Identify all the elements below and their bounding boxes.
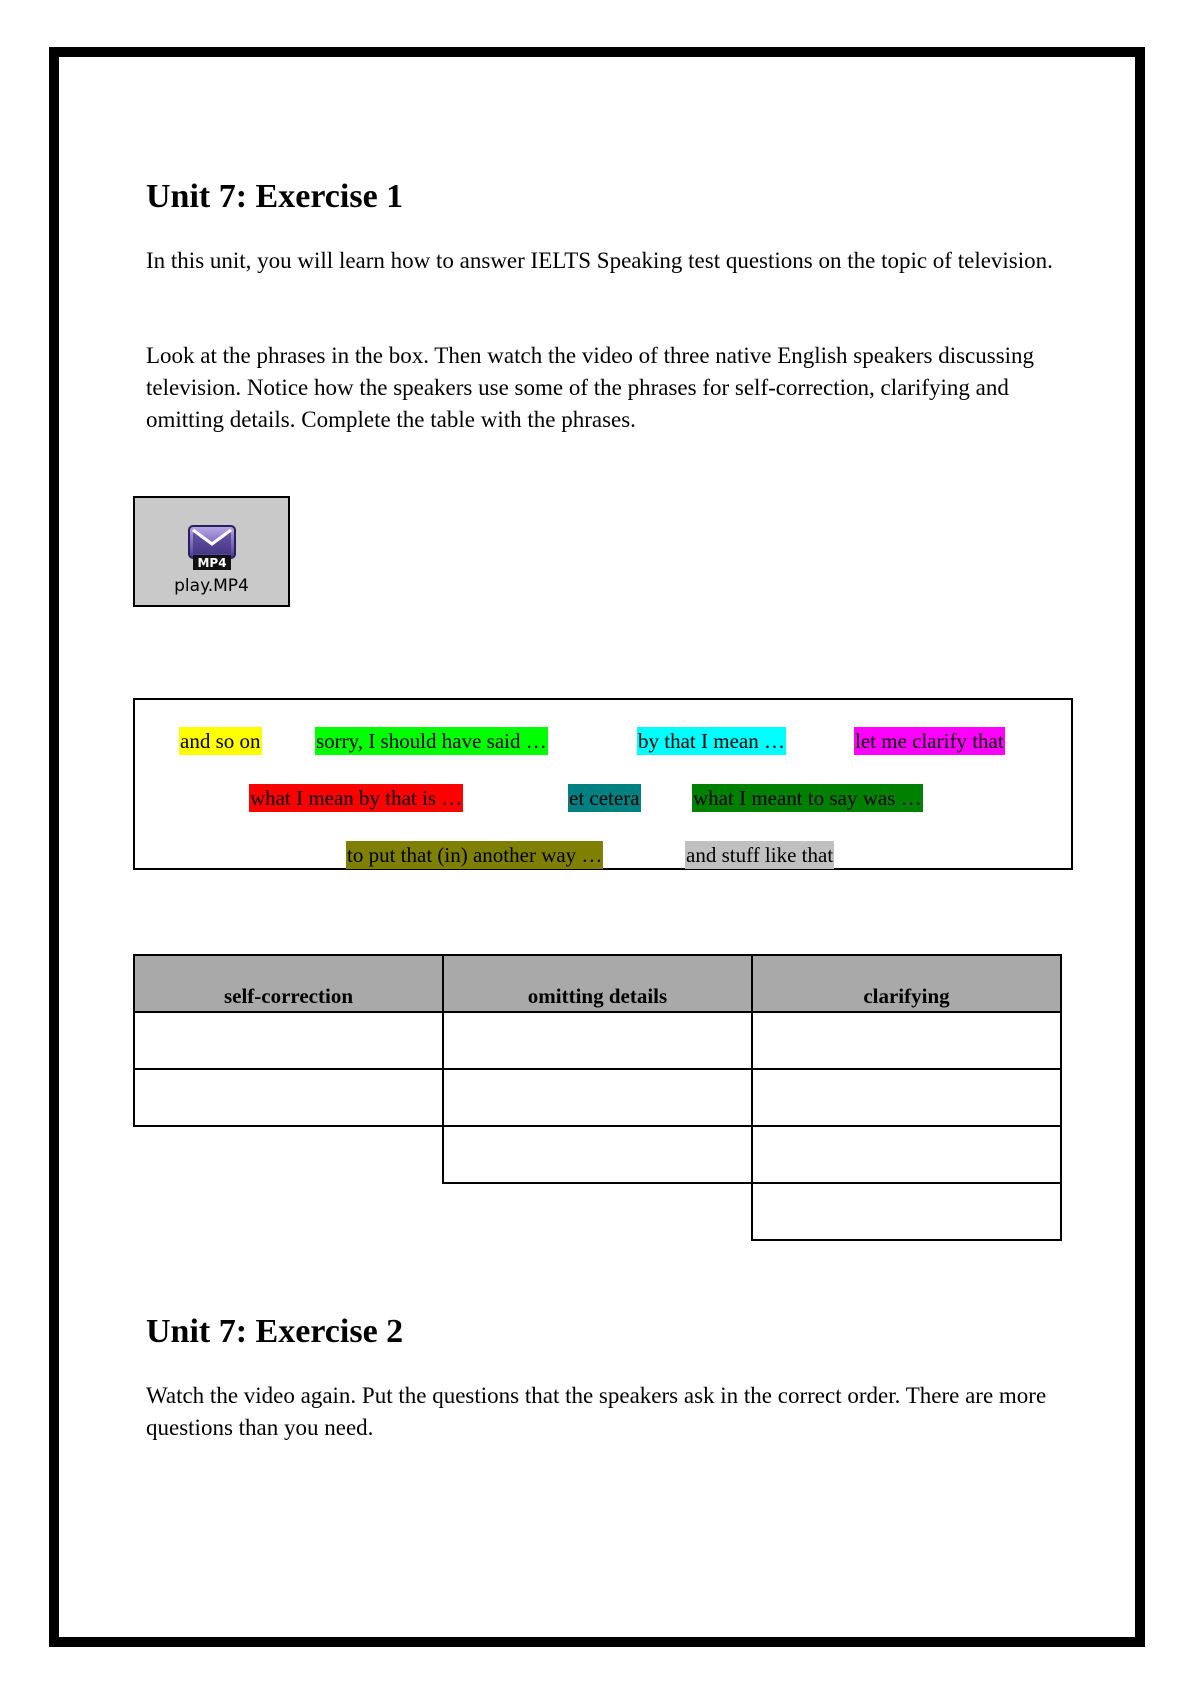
video-attachment[interactable] <box>133 496 290 607</box>
phrase-chip[interactable]: and stuff like that <box>686 843 834 867</box>
phrase-chip[interactable]: what I meant to say was … <box>693 786 922 810</box>
answer-cell[interactable] <box>752 1069 1061 1126</box>
phrase-chip[interactable]: let me clarify that <box>855 729 1004 753</box>
answer-cell[interactable] <box>752 1126 1061 1183</box>
column-header-clarifying: clarifying <box>752 955 1061 1012</box>
empty-gap <box>134 1126 443 1183</box>
empty-gap <box>443 1183 752 1240</box>
answer-cell[interactable] <box>134 1012 443 1069</box>
answer-cell[interactable] <box>752 1183 1061 1240</box>
exercise-2-heading: Unit 7: Exercise 2 <box>146 1313 404 1350</box>
exercise-1-instructions: Look at the phrases in the box. Then watch the video of three native English speakers discussing television. Notice how the speakers use some of the phrases for self-correction, clarifying and omitting details. Complete the table with the phrases. <box>146 343 1035 432</box>
mp4-file-icon <box>187 524 237 572</box>
phrase-chip[interactable]: by that I mean … <box>638 729 785 753</box>
exercise-1-heading: Unit 7: Exercise 1 <box>146 178 404 215</box>
video-filename: play.MP4 <box>174 576 249 596</box>
table-row <box>134 1012 1061 1069</box>
exercise-1-intro: In this unit, you will learn how to answer IELTS Speaking test questions on the topic of television. <box>146 248 1053 273</box>
phrase-chip[interactable]: et cetera <box>569 786 640 810</box>
table-row <box>134 1126 1061 1183</box>
answer-cell[interactable] <box>443 1069 752 1126</box>
answer-cell[interactable] <box>752 1012 1061 1069</box>
phrase-box <box>133 698 1073 870</box>
phrase-chip[interactable]: and so on <box>180 729 261 753</box>
phrase-chip[interactable]: what I mean by that is … <box>250 786 463 810</box>
phrase-chip[interactable]: to put that (in) another way … <box>347 843 603 867</box>
empty-gap <box>134 1183 443 1240</box>
phrase-box-baseline <box>133 868 346 869</box>
answer-table <box>133 954 1062 1241</box>
answer-cell[interactable] <box>443 1126 752 1183</box>
answer-cell[interactable] <box>443 1012 752 1069</box>
exercise-2-instructions: Watch the video again. Put the questions that the speakers ask in the correct order. There are more questions than you need. <box>146 1383 1047 1440</box>
mp4-icon-label: MP4 <box>197 556 227 570</box>
phrase-chip[interactable]: sorry, I should have said … <box>316 729 547 753</box>
phrase-box-baseline <box>641 868 685 869</box>
answer-cell[interactable] <box>134 1069 443 1126</box>
column-header-self-correction: self-correction <box>134 955 443 1012</box>
table-row <box>134 1069 1061 1126</box>
table-row <box>134 1183 1061 1240</box>
column-header-omitting-details: omitting details <box>443 955 752 1012</box>
